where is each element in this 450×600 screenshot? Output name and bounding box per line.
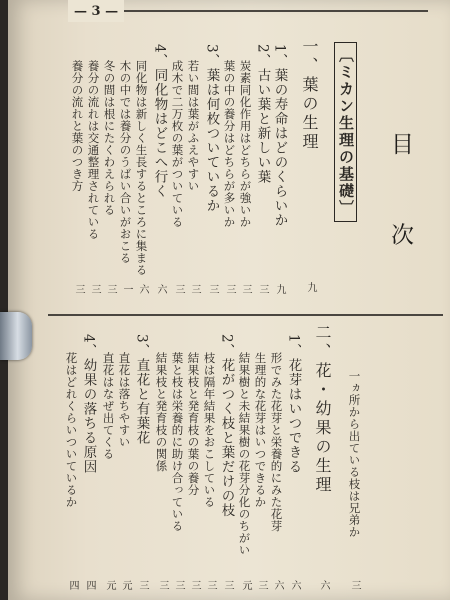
toc-entry-page: 三 [205, 580, 216, 590]
toc-subentry: 花はどれくらいついているか [64, 352, 79, 508]
toc-subentry: 直花は落ちやすい [117, 352, 132, 448]
toc-entry-page: 三 [189, 580, 200, 590]
toc-entry-page: 一 [121, 284, 132, 294]
toc-entry-page: 三 [256, 580, 267, 590]
chapter-page-number: 九 [305, 282, 316, 292]
toc-entry-page: 三 [189, 284, 200, 294]
toc-entry: 4、幼果の落ちる原因 [80, 334, 97, 475]
toc-subentry: 養分の流れと葉のつき方 [70, 60, 85, 192]
toc-subentry: 冬の間は根にたくわえられる [102, 60, 117, 216]
toc-entry-page: 三 [173, 284, 184, 294]
toc-entry-page: 元 [104, 580, 115, 590]
toc-entry: 4、同化物はどこへ行く [151, 44, 168, 199]
section-divider [48, 314, 443, 316]
toc-entry-page: 四 [84, 580, 95, 590]
chapter-title: 二、花・幼果の生理 [313, 324, 332, 495]
toc-entry-page: 三 [73, 284, 84, 294]
page-number: — 3 — [68, 0, 124, 22]
book-page [8, 0, 450, 600]
toc-subentry: 枝は隔年結果をおこしている [202, 352, 217, 508]
toc-entry-page: 六 [137, 284, 148, 294]
toc-subentry: 葉の中の養分はどちらが多いか [222, 60, 237, 228]
binder-clip [0, 312, 32, 360]
toc-entry-page: 元 [120, 580, 131, 590]
toc-entry-page: 三 [137, 580, 148, 590]
toc-entry-page: 三 [89, 284, 100, 294]
toc-title: 目 次 [387, 132, 413, 276]
section-heading: 〔ミカン生理の基礎〕 [334, 42, 357, 222]
toc-entry: 3、葉は何枚ついているか [203, 44, 220, 214]
toc-subentry: 結果枝と発育枝の関係 [154, 352, 169, 472]
toc-subentry: 結果枝と発育枝の葉の養分 [186, 352, 201, 496]
toc-subentry: 生理的な花芽はいつできるか [253, 352, 268, 508]
toc-subentry: 同化物は新しく生長するところに集まる [134, 60, 149, 276]
toc-entry-page: 三 [349, 580, 360, 590]
toc-entry-page: 九 [274, 284, 285, 294]
toc-entry-page: 三 [224, 284, 235, 294]
toc-entry-page: 四 [67, 580, 78, 590]
toc-subentry: 若い間は葉がふえやすい [186, 60, 201, 192]
toc-subentry: 結果樹と未結果樹の花芽分化のちがい [237, 352, 252, 556]
toc-entry: 2、花がつく枝と葉だけの枝 [218, 334, 235, 518]
toc-entry-page: 三 [173, 580, 184, 590]
toc-entry-page: 六 [289, 580, 300, 590]
toc-subentry: 木の中では養分のうばい合いがおこる [118, 60, 133, 264]
toc-subentry: 炭素同化作用はどちらが強いか [238, 60, 253, 228]
toc-entry-page: 六 [272, 580, 283, 590]
toc-entry-page: 三 [207, 284, 218, 294]
toc-subentry: 形でみた花芽と栄養的にみた花芽 [269, 352, 284, 532]
toc-entry: 3、直花と有葉花 [133, 334, 150, 446]
toc-entry-page: 元 [240, 580, 251, 590]
chapter-title: 一、葉の生理 [300, 38, 319, 152]
toc-subentry: 一ヵ所から出ている枝は兄弟か [347, 370, 362, 538]
toc-subentry: 成木で二万枚の葉がついている [170, 60, 185, 228]
chapter-page-number: 六 [318, 580, 329, 590]
toc-entry-page: 三 [157, 580, 168, 590]
toc-entry-page: 三 [240, 284, 251, 294]
toc-entry: 2、古い葉と新しい葉 [254, 44, 271, 185]
toc-subentry: 直花はなぜ出てくる [101, 352, 116, 460]
toc-entry-page: 三 [222, 580, 233, 590]
toc-entry: 1、花芽はいつできる [285, 334, 302, 475]
toc-entry-page: 三 [257, 284, 268, 294]
toc-entry: 1、葉の寿命はどのくらいか [271, 44, 288, 228]
toc-subentry: 葉と枝は栄養的に助け合っている [170, 352, 185, 532]
toc-entry-page: 三 [105, 284, 116, 294]
toc-entry-page: 六 [155, 284, 166, 294]
toc-subentry: 養分の流れは交通整理されている [86, 60, 101, 240]
